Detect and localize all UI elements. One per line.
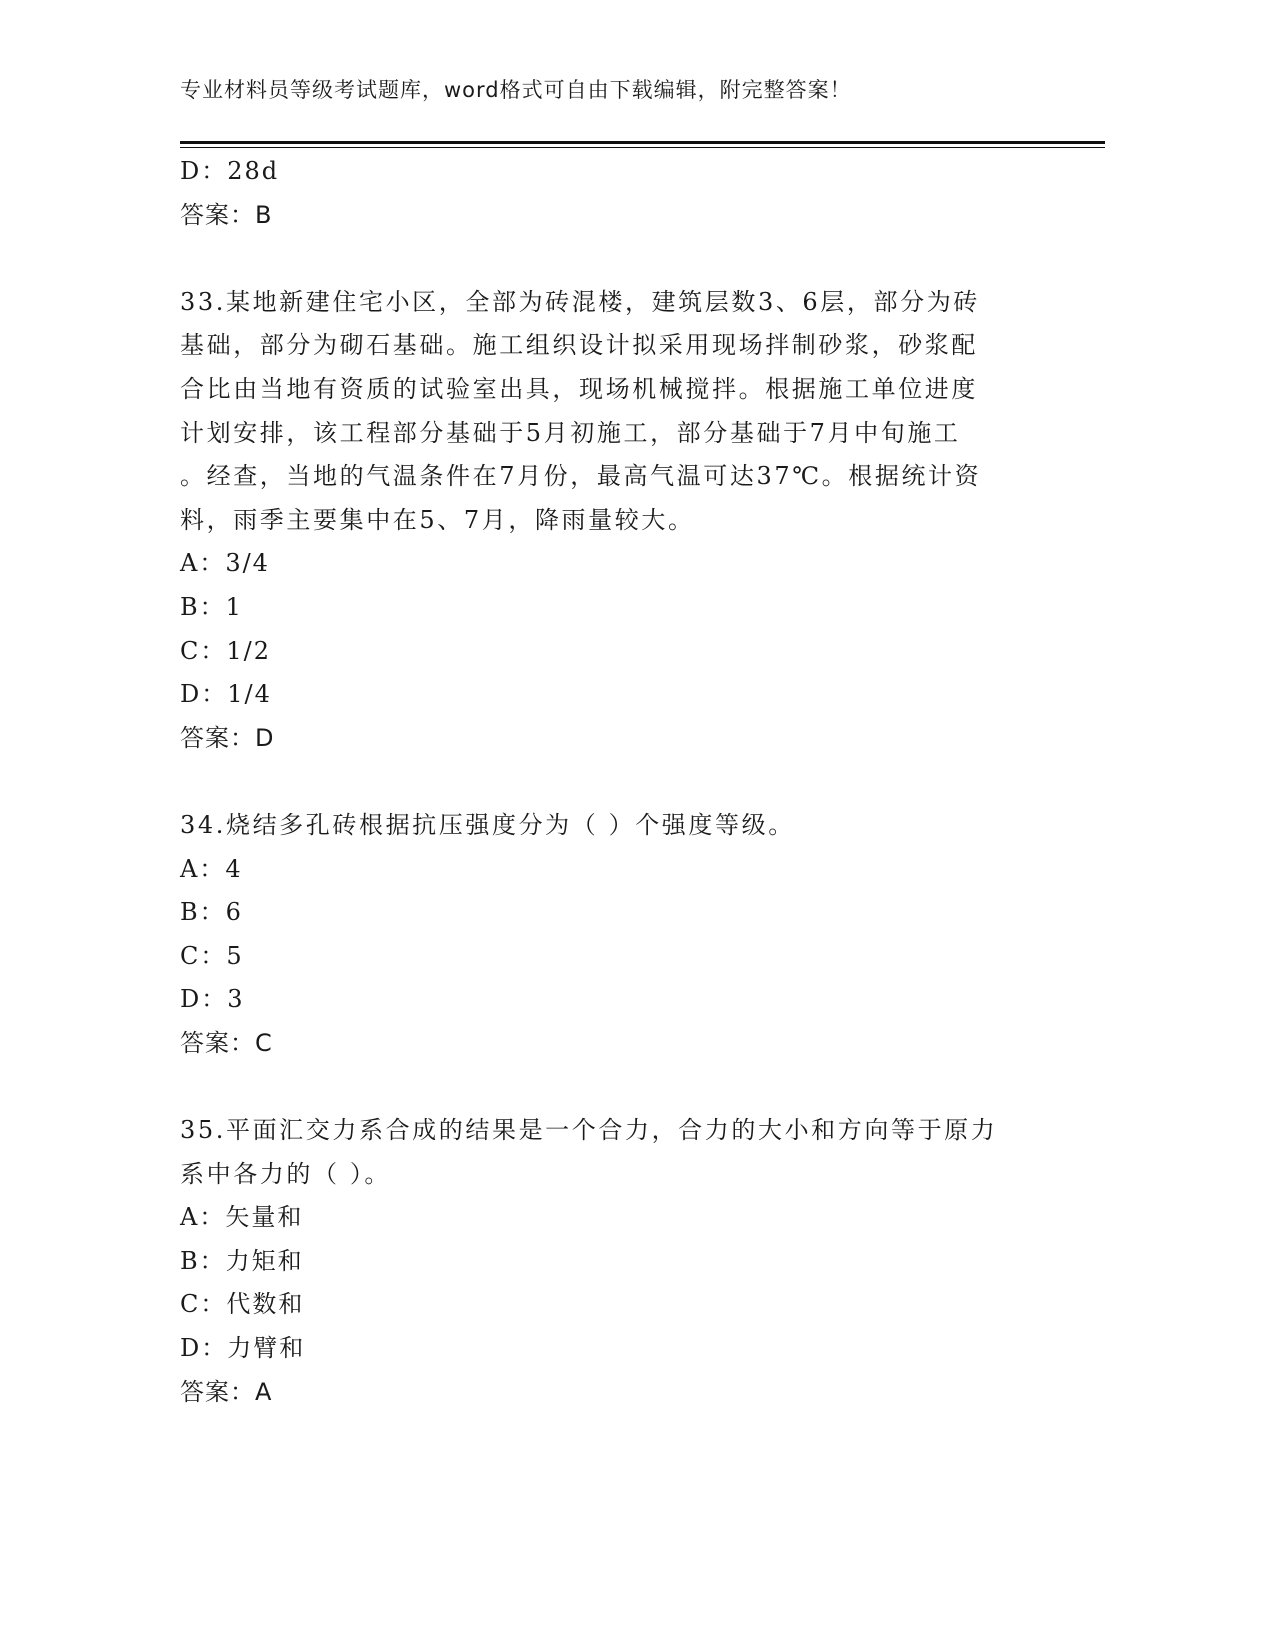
option-b: B：力矩和 [180,1246,304,1275]
stem-line: 基础，部分为砌石基础。施工组织设计拟采用现场拌制砂浆，砂浆配 [180,331,978,360]
option-c: C：代数和 [180,1290,305,1319]
option-d: D：3 [180,985,245,1014]
answer-line: 答案：B [180,200,273,229]
stem-line: 。经查，当地的气温条件在7月份，最高气温可达37℃。根据统计资 [180,462,982,491]
stem-line: 系中各力的（ ）。 [180,1159,392,1188]
option-b: B：6 [180,898,243,927]
answer-line: 答案：C [180,1028,273,1057]
page-header: 专业材料员等级考试题库，word格式可自由下载编辑，附完整答案！ [180,78,852,102]
option-d: D：28d [180,157,280,185]
option-b: B：1 [180,592,243,621]
option-d: D：1/4 [180,680,272,709]
answer-line: 答案：D [180,723,275,752]
option-a: A：矢量和 [180,1203,304,1232]
header-rule-thick [180,141,1105,144]
option-c: C：1/2 [180,636,271,665]
question-content [180,150,1040,1414]
option-a: A：4 [180,854,243,883]
stem-line: 33.某地新建住宅小区，全部为砖混楼，建筑层数3、6层，部分为砖 [180,287,980,316]
option-d: D：力臂和 [180,1334,306,1363]
stem-line: 计划安排，该工程部分基础于5月初施工，部分基础于7月中旬施工 [180,418,961,447]
question-stem-34 [180,804,1030,848]
stem-line: 35.平面汇交力系合成的结果是一个合力，合力的大小和方向等于原力 [180,1116,998,1145]
question-stem-35 [180,1109,1030,1196]
option-a: A：3/4 [180,549,270,578]
answer-line: 答案：A [180,1377,273,1406]
stem-line: 合比由当地有资质的试验室出具，现场机械搅拌。根据施工单位进度 [180,374,978,403]
stem-line: 料，雨季主要集中在5、7月，降雨量较大。 [180,505,695,534]
header-rule-thin [180,147,1105,148]
stem-line: 34.烧结多孔砖根据抗压强度分为（ ）个强度等级。 [180,810,795,839]
option-c: C：5 [180,941,244,970]
question-stem-33 [180,281,1030,543]
